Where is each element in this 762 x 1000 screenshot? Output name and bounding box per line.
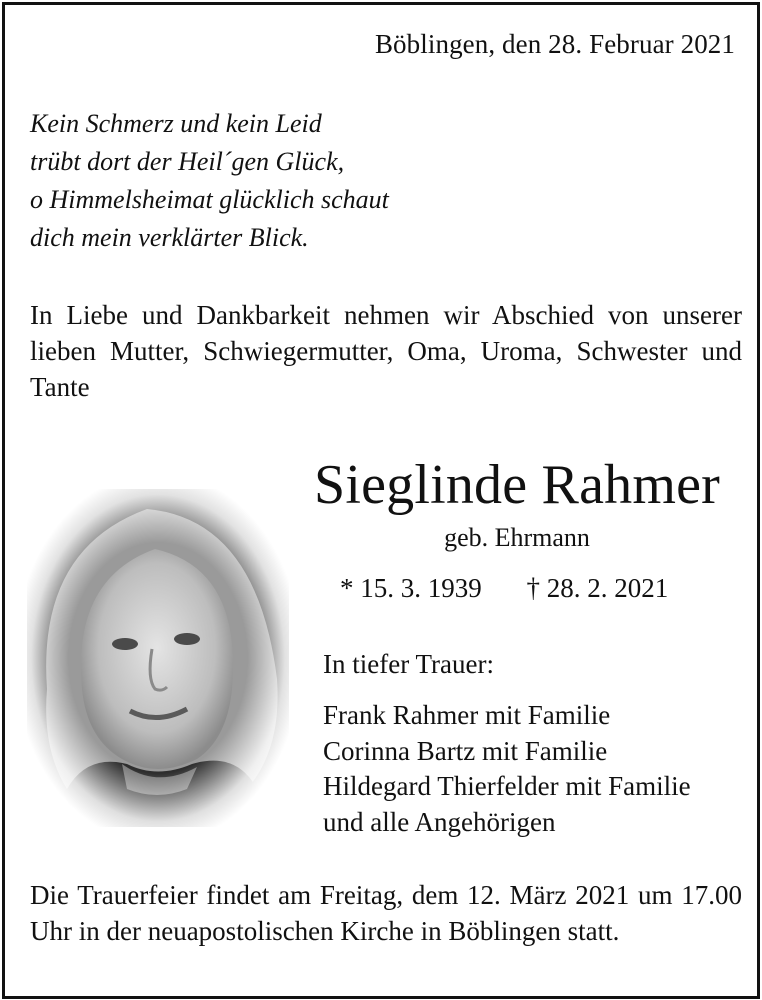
life-dates	[340, 573, 668, 604]
mourner-entry: Frank Rahmer mit Familie	[323, 700, 611, 730]
verse-line: dich mein verklärter Blick.	[30, 223, 309, 252]
place-date: Böblingen, den 28. Februar 2021	[374, 29, 735, 59]
verse-line: Kein Schmerz und kein Leid	[30, 109, 322, 138]
funeral-service-text: Die Trauerfeier findet am Freitag, dem 12. März 2021 um 17.00 Uhr in der neuapostolischen Kirche in Böblingen statt.	[30, 880, 742, 946]
mourning-label: In tiefer Trauer:	[323, 649, 494, 679]
portrait-photo	[27, 489, 289, 827]
mourner-entry: und alle Angehörigen	[323, 806, 556, 837]
birth-date: * 15. 3. 1939	[340, 573, 482, 603]
death-date: † 28. 2. 2021	[526, 573, 669, 603]
birth-name: geb. Ehrmann	[444, 523, 590, 552]
mourners-list	[323, 698, 691, 840]
farewell-text: In Liebe und Dankbarkeit nehmen wir Abschied von unserer lieben Mutter, Schwiegermutter, Oma, Uroma, Schwester und Tante	[30, 300, 742, 402]
obituary-notice	[2, 2, 760, 999]
mourner-entry: Hildegard Thierfelder mit Familie	[323, 771, 691, 801]
verse-line: trübt dort der Heil´gen Glück,	[30, 147, 345, 176]
memorial-verse	[30, 105, 389, 257]
deceased-name: Sieglinde Rahmer	[313, 454, 720, 516]
portrait-illustration	[27, 489, 289, 827]
verse-line: o Himmelsheimat glücklich schaut	[30, 185, 389, 214]
mourner-entry: Corinna Bartz mit Familie	[323, 735, 608, 766]
